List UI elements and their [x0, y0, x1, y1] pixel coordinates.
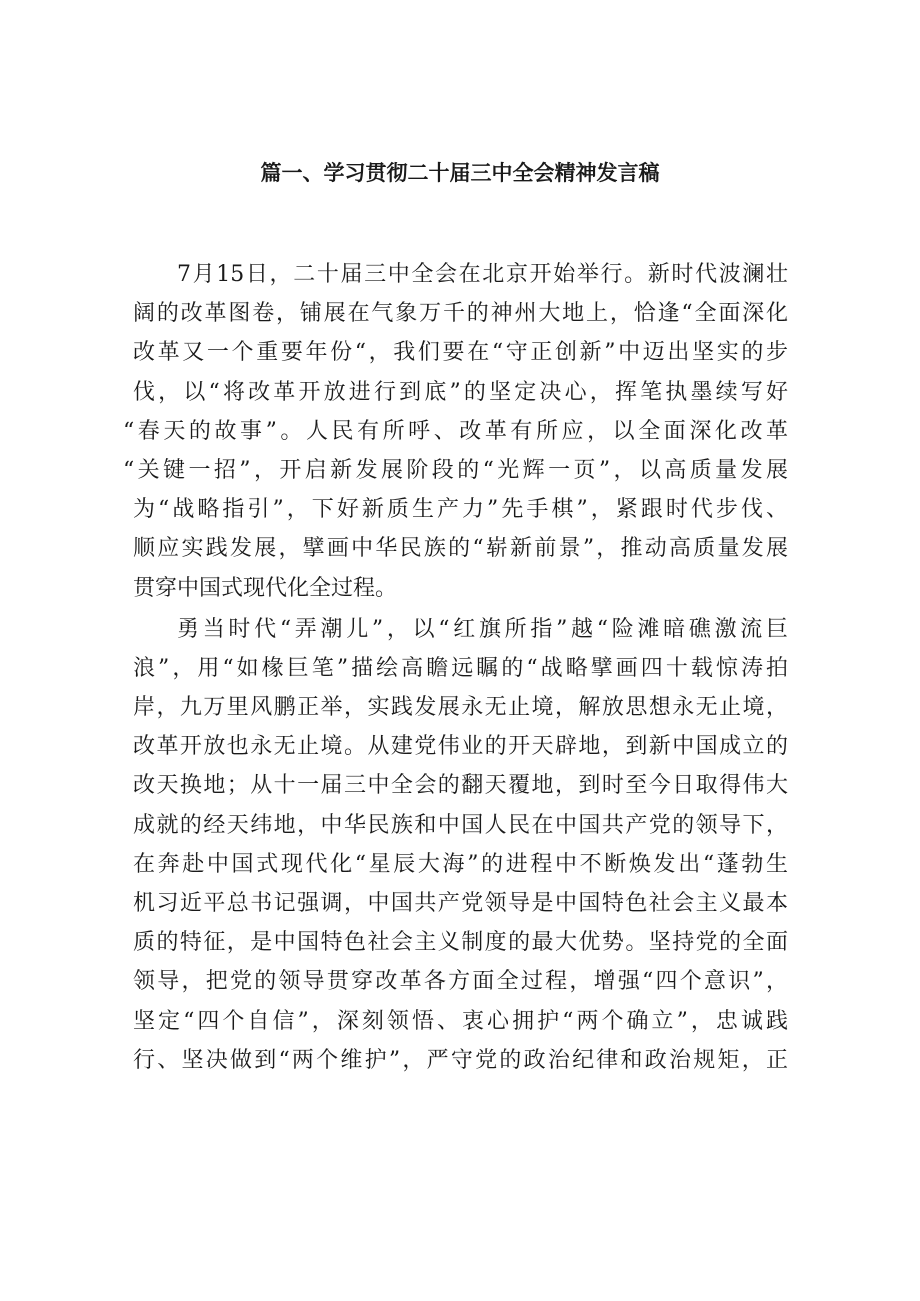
document-title: 篇一、学习贯彻二十届三中全会精神发言稿	[260, 161, 660, 185]
text-line: 质的特征，是中国特色社会主义制度的最大优势。坚持党的全面	[133, 930, 788, 956]
text-line: 行、坚决做到“两个维护”，严守党的政治纪律和政治规矩，正	[133, 1047, 788, 1073]
text-line: 贯穿中国式现代化全过程。	[133, 575, 398, 601]
text-line: 岸，九万里风鹏正举，实践发展永无止境，解放思想永无止境，	[133, 695, 788, 721]
paragraph-1	[123, 255, 788, 608]
text-line: “春天的故事”。人民有所呼、改革有所应，以全面深化改革	[123, 418, 788, 444]
text-line: 勇当时代“弄潮儿”，以“红旗所指”越“险滩暗礁激流巨	[177, 616, 788, 642]
text-line: 在奔赴中国式现代化“星辰大海”的进程中不断焕发出“蓬勃生	[133, 851, 788, 877]
text-line: 阔的改革图卷，铺展在气象万千的神州大地上，恰逢“全面深化	[133, 301, 788, 327]
text-line: 坚定“四个自信”，深刻领悟、衷心拥护“两个确立”，忠诚践	[133, 1008, 788, 1034]
text-line: 伐，以“将改革开放进行到底”的坚定决心，挥笔执墨续写好	[133, 379, 788, 405]
text-line: 7月15日，二十届三中全会在北京开始举行。新时代波澜壮	[177, 262, 788, 287]
document-body	[123, 255, 788, 1080]
text-line: 改革又一个重要年份“，我们要在“守正创新”中迈出坚实的步	[133, 340, 788, 366]
text-line: 改革开放也永无止境。从建党伟业的开天辟地，到新中国成立的	[133, 734, 788, 760]
text-line: 成就的经天纬地，中华民族和中国人民在中国共产党的领导下，	[133, 812, 788, 838]
text-line: 浪”，用“如椽巨笔”描绘高瞻远瞩的“战略擘画四十载惊涛拍	[133, 655, 788, 681]
text-line: 领导，把党的领导贯穿改革各方面全过程，增强“四个意识”，	[133, 969, 788, 995]
text-line: “关键一招”，开启新发展阶段的“光辉一页”，以高质量发展	[123, 457, 788, 483]
text-line: 为“战略指引”，下好新质生产力”先手棋”，紧跟时代步伐、	[133, 497, 788, 523]
text-line: 顺应实践发展，擘画中华民族的“崭新前景”，推动高质量发展	[133, 536, 788, 562]
text-line: 改天换地；从十一届三中全会的翻天覆地，到时至今日取得伟大	[133, 773, 788, 799]
paragraph-2	[133, 610, 788, 1080]
text-line: 机习近平总书记强调，中国共产党领导是中国特色社会主义最本	[133, 891, 788, 916]
